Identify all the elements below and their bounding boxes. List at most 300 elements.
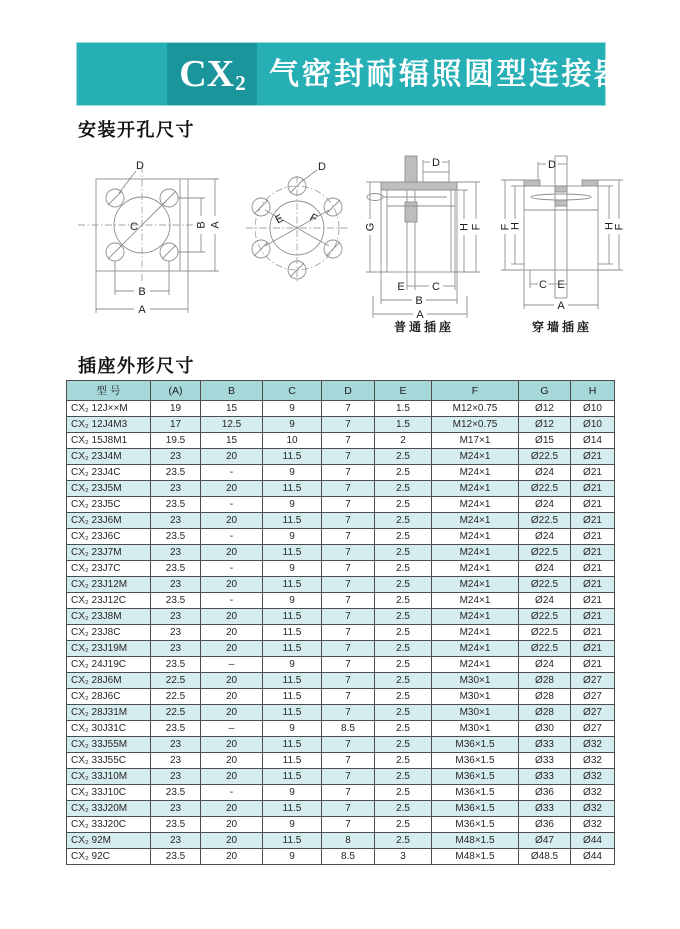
value-cell: 7 — [322, 817, 375, 833]
dim-label: D — [548, 159, 556, 171]
table-row — [67, 705, 615, 721]
table-row — [67, 801, 615, 817]
value-cell: 2.5 — [375, 625, 432, 641]
value-cell: 7 — [322, 641, 375, 657]
table-body — [67, 401, 615, 865]
caption-wall-socket: 穿墙插座 — [531, 320, 592, 334]
value-cell: 20 — [201, 609, 263, 625]
value-cell: M24×1 — [432, 577, 519, 593]
dim-label: F — [613, 223, 626, 231]
model-cell: CX₂ 23J5C — [67, 497, 151, 513]
value-cell: M30×1 — [432, 705, 519, 721]
value-cell: 11.5 — [263, 625, 322, 641]
value-cell: 9 — [263, 817, 322, 833]
value-cell: Ø10 — [571, 417, 615, 433]
value-cell: 11.5 — [263, 769, 322, 785]
value-cell: 2.5 — [375, 529, 432, 545]
dim-label: D — [318, 161, 326, 173]
wall-socket-drawing — [498, 150, 626, 328]
round-flange-drawing — [232, 160, 362, 300]
value-cell: 10 — [263, 433, 322, 449]
value-cell: 20 — [201, 577, 263, 593]
table-row — [67, 417, 615, 433]
value-cell: 23.5 — [151, 593, 201, 609]
value-cell: Ø21 — [571, 529, 615, 545]
value-cell: 19 — [151, 401, 201, 417]
table-row — [67, 817, 615, 833]
dim-label: H — [458, 223, 471, 231]
table-row — [67, 641, 615, 657]
dim-label: C — [432, 281, 440, 293]
value-cell: M24×1 — [432, 657, 519, 673]
dim-label: E — [273, 212, 286, 227]
column-header: E — [375, 381, 432, 401]
table-row — [67, 529, 615, 545]
value-cell: M30×1 — [432, 689, 519, 705]
table-row — [67, 593, 615, 609]
value-cell: Ø27 — [571, 689, 615, 705]
column-header: F — [432, 381, 519, 401]
value-cell: 7 — [322, 689, 375, 705]
value-cell: 11.5 — [263, 481, 322, 497]
table-row — [67, 497, 615, 513]
value-cell: 23.5 — [151, 817, 201, 833]
value-cell: 17 — [151, 417, 201, 433]
value-cell: M36×1.5 — [432, 801, 519, 817]
model-cell: CX₂ 23J7C — [67, 561, 151, 577]
value-cell: 20 — [201, 769, 263, 785]
value-cell: 23 — [151, 449, 201, 465]
value-cell: 2.5 — [375, 641, 432, 657]
value-cell: 2 — [375, 433, 432, 449]
value-cell: 23.5 — [151, 721, 201, 737]
value-cell: Ø27 — [571, 705, 615, 721]
value-cell: 8.5 — [322, 849, 375, 865]
dim-label: H — [509, 222, 522, 230]
value-cell: Ø47 — [519, 833, 571, 849]
value-cell: M36×1.5 — [432, 817, 519, 833]
table-row — [67, 769, 615, 785]
value-cell: Ø21 — [571, 577, 615, 593]
value-cell: 23.5 — [151, 561, 201, 577]
value-cell: Ø28 — [519, 689, 571, 705]
value-cell: 2.5 — [375, 673, 432, 689]
value-cell: Ø21 — [571, 561, 615, 577]
value-cell: M24×1 — [432, 609, 519, 625]
value-cell: Ø24 — [519, 529, 571, 545]
value-cell: 23 — [151, 641, 201, 657]
value-cell: Ø21 — [571, 545, 615, 561]
value-cell: 7 — [322, 465, 375, 481]
value-cell: 23.5 — [151, 497, 201, 513]
section-title-outline-dimensions: 插座外形尺寸 — [78, 356, 195, 376]
value-cell: 23 — [151, 737, 201, 753]
value-cell: 2.5 — [375, 577, 432, 593]
banner — [76, 42, 627, 106]
dim-label: B — [138, 286, 146, 298]
value-cell: Ø33 — [519, 753, 571, 769]
value-cell: M48×1.5 — [432, 849, 519, 865]
value-cell: 19.5 — [151, 433, 201, 449]
model-cell: CX₂ 33J20C — [67, 817, 151, 833]
value-cell: 20 — [201, 689, 263, 705]
value-cell: 2.5 — [375, 833, 432, 849]
model-cell: CX₂ 23J8C — [67, 625, 151, 641]
value-cell: Ø28 — [519, 705, 571, 721]
value-cell: 2.5 — [375, 593, 432, 609]
value-cell: M24×1 — [432, 497, 519, 513]
value-cell: M24×1 — [432, 465, 519, 481]
value-cell: 7 — [322, 705, 375, 721]
value-cell: Ø22.5 — [519, 609, 571, 625]
value-cell: 9 — [263, 657, 322, 673]
value-cell: M24×1 — [432, 593, 519, 609]
value-cell: 20 — [201, 833, 263, 849]
value-cell: Ø12 — [519, 401, 571, 417]
value-cell: 7 — [322, 769, 375, 785]
model-cell: CX₂ 23J12C — [67, 593, 151, 609]
value-cell: 11.5 — [263, 689, 322, 705]
value-cell: Ø24 — [519, 561, 571, 577]
value-cell: 23.5 — [151, 529, 201, 545]
value-cell: Ø33 — [519, 769, 571, 785]
model-cell: CX₂ 23J8M — [67, 609, 151, 625]
section-title-mounting-dimensions: 安装开孔尺寸 — [78, 120, 195, 140]
value-cell: 2.5 — [375, 513, 432, 529]
value-cell: 2.5 — [375, 561, 432, 577]
value-cell: M30×1 — [432, 721, 519, 737]
value-cell: Ø24 — [519, 465, 571, 481]
value-cell: M12×0.75 — [432, 417, 519, 433]
value-cell: 20 — [201, 673, 263, 689]
brand-logo — [167, 43, 257, 105]
value-cell: 11.5 — [263, 609, 322, 625]
table-row — [67, 753, 615, 769]
value-cell: 23.5 — [151, 657, 201, 673]
value-cell: Ø21 — [571, 593, 615, 609]
value-cell: 23.5 — [151, 849, 201, 865]
value-cell: 9 — [263, 529, 322, 545]
value-cell: Ø22.5 — [519, 481, 571, 497]
model-cell: CX₂ 28J6C — [67, 689, 151, 705]
value-cell: M24×1 — [432, 481, 519, 497]
value-cell: 11.5 — [263, 737, 322, 753]
value-cell: 7 — [322, 529, 375, 545]
table-row — [67, 785, 615, 801]
value-cell: Ø22.5 — [519, 449, 571, 465]
dim-label: D — [432, 157, 440, 169]
model-cell: CX₂ 28J6M — [67, 673, 151, 689]
table-row — [67, 433, 615, 449]
table-row — [67, 609, 615, 625]
value-cell: 11.5 — [263, 545, 322, 561]
table-header-row — [67, 381, 615, 401]
value-cell: M48×1.5 — [432, 833, 519, 849]
column-header: (A) — [151, 381, 201, 401]
value-cell: 8 — [322, 833, 375, 849]
value-cell: Ø28 — [519, 673, 571, 689]
value-cell: 1.5 — [375, 417, 432, 433]
value-cell: 23.5 — [151, 785, 201, 801]
table-row — [67, 449, 615, 465]
model-cell: CX₂ 33J55C — [67, 753, 151, 769]
banner-title: 气密封耐辐照圆型连接器 — [269, 58, 627, 91]
value-cell: M24×1 — [432, 625, 519, 641]
value-cell: Ø21 — [571, 625, 615, 641]
value-cell: M36×1.5 — [432, 737, 519, 753]
value-cell: 20 — [201, 641, 263, 657]
value-cell: 9 — [263, 721, 322, 737]
value-cell: 7 — [322, 593, 375, 609]
value-cell: 23 — [151, 481, 201, 497]
value-cell: 12.5 — [201, 417, 263, 433]
value-cell: 11.5 — [263, 513, 322, 529]
value-cell: 11.5 — [263, 833, 322, 849]
value-cell: 7 — [322, 785, 375, 801]
caption-normal-socket: 普通插座 — [393, 320, 454, 334]
value-cell: 2.5 — [375, 657, 432, 673]
table-row — [67, 689, 615, 705]
value-cell: Ø24 — [519, 657, 571, 673]
table-row — [67, 849, 615, 865]
model-cell: CX₂ 33J55M — [67, 737, 151, 753]
table-row — [67, 721, 615, 737]
value-cell: Ø32 — [571, 737, 615, 753]
model-cell: CX₂ 23J19M — [67, 641, 151, 657]
value-cell: 23 — [151, 625, 201, 641]
model-cell: CX₂ 12J4M3 — [67, 417, 151, 433]
value-cell: 2.5 — [375, 721, 432, 737]
value-cell: 22.5 — [151, 673, 201, 689]
value-cell: Ø30 — [519, 721, 571, 737]
value-cell: Ø36 — [519, 785, 571, 801]
value-cell: 9 — [263, 849, 322, 865]
value-cell: 15 — [201, 401, 263, 417]
value-cell: 7 — [322, 401, 375, 417]
value-cell: 7 — [322, 657, 375, 673]
value-cell: 9 — [263, 785, 322, 801]
value-cell: 22.5 — [151, 705, 201, 721]
value-cell: 11.5 — [263, 753, 322, 769]
model-cell: CX₂ 30J31C — [67, 721, 151, 737]
value-cell: Ø32 — [571, 801, 615, 817]
dim-label: C — [539, 279, 547, 291]
value-cell: 11.5 — [263, 801, 322, 817]
value-cell: 2.5 — [375, 769, 432, 785]
value-cell: 2.5 — [375, 817, 432, 833]
value-cell: 7 — [322, 449, 375, 465]
value-cell: 2.5 — [375, 785, 432, 801]
value-cell: Ø22.5 — [519, 641, 571, 657]
dim-label: F — [307, 211, 320, 226]
value-cell: 20 — [201, 753, 263, 769]
value-cell: 7 — [322, 673, 375, 689]
value-cell: M17×1 — [432, 433, 519, 449]
value-cell: 7 — [322, 737, 375, 753]
model-cell: CX₂ 33J20M — [67, 801, 151, 817]
value-cell: 2.5 — [375, 609, 432, 625]
value-cell: Ø21 — [571, 449, 615, 465]
value-cell: Ø32 — [571, 753, 615, 769]
value-cell: Ø21 — [571, 481, 615, 497]
value-cell: Ø22.5 — [519, 577, 571, 593]
value-cell: Ø22.5 — [519, 625, 571, 641]
dim-label: A — [138, 304, 146, 316]
value-cell: M24×1 — [432, 449, 519, 465]
value-cell: M24×1 — [432, 545, 519, 561]
value-cell: 23 — [151, 513, 201, 529]
value-cell: - — [201, 561, 263, 577]
value-cell: 2.5 — [375, 689, 432, 705]
value-cell: M24×1 — [432, 641, 519, 657]
model-cell: CX₂ 12J××M — [67, 401, 151, 417]
value-cell: Ø24 — [519, 497, 571, 513]
value-cell: Ø48.5 — [519, 849, 571, 865]
column-header: 型 号 — [67, 381, 151, 401]
value-cell: 7 — [322, 753, 375, 769]
value-cell: Ø33 — [519, 737, 571, 753]
value-cell: M36×1.5 — [432, 753, 519, 769]
value-cell: Ø32 — [571, 785, 615, 801]
value-cell: Ø12 — [519, 417, 571, 433]
model-cell: CX₂ 33J10C — [67, 785, 151, 801]
value-cell: 20 — [201, 449, 263, 465]
value-cell: 2.5 — [375, 449, 432, 465]
value-cell: - — [201, 593, 263, 609]
value-cell: 7 — [322, 801, 375, 817]
value-cell: 20 — [201, 545, 263, 561]
value-cell: 2.5 — [375, 497, 432, 513]
value-cell: 2.5 — [375, 737, 432, 753]
value-cell: 3 — [375, 849, 432, 865]
value-cell: M30×1 — [432, 673, 519, 689]
model-cell: CX₂ 23J5M — [67, 481, 151, 497]
value-cell: 23 — [151, 577, 201, 593]
value-cell: 23 — [151, 801, 201, 817]
dim-label: H — [603, 222, 616, 230]
table-row — [67, 481, 615, 497]
value-cell: 7 — [322, 561, 375, 577]
dim-label: F — [499, 223, 512, 231]
table-row — [67, 673, 615, 689]
value-cell: M36×1.5 — [432, 769, 519, 785]
column-header: D — [322, 381, 375, 401]
brand-logo-text: CX — [179, 53, 235, 95]
value-cell: 2.5 — [375, 545, 432, 561]
model-cell: CX₂ 23J12M — [67, 577, 151, 593]
value-cell: 11.5 — [263, 577, 322, 593]
value-cell: 9 — [263, 401, 322, 417]
value-cell: 20 — [201, 801, 263, 817]
value-cell: – — [201, 657, 263, 673]
value-cell: M12×0.75 — [432, 401, 519, 417]
model-cell: CX₂ 23J6C — [67, 529, 151, 545]
value-cell: Ø21 — [571, 465, 615, 481]
value-cell: 7 — [322, 417, 375, 433]
dim-label: F — [470, 223, 483, 231]
value-cell: M24×1 — [432, 561, 519, 577]
value-cell: 8.5 — [322, 721, 375, 737]
dimension-table — [66, 380, 615, 865]
column-header: H — [571, 381, 615, 401]
value-cell: Ø10 — [571, 401, 615, 417]
value-cell: 11.5 — [263, 705, 322, 721]
model-cell: CX₂ 28J31M — [67, 705, 151, 721]
value-cell: 20 — [201, 849, 263, 865]
value-cell: Ø14 — [571, 433, 615, 449]
table-row — [67, 513, 615, 529]
value-cell: Ø21 — [571, 609, 615, 625]
column-header: C — [263, 381, 322, 401]
value-cell: 11.5 — [263, 449, 322, 465]
value-cell: 9 — [263, 593, 322, 609]
table-row — [67, 561, 615, 577]
value-cell: 23 — [151, 753, 201, 769]
value-cell: - — [201, 529, 263, 545]
value-cell: Ø27 — [571, 673, 615, 689]
value-cell: M24×1 — [432, 529, 519, 545]
column-header: G — [519, 381, 571, 401]
value-cell: 9 — [263, 417, 322, 433]
value-cell: - — [201, 785, 263, 801]
model-cell: CX₂ 92M — [67, 833, 151, 849]
table-row — [67, 401, 615, 417]
dim-label: A — [209, 221, 222, 229]
value-cell: Ø21 — [571, 497, 615, 513]
table-row — [67, 833, 615, 849]
model-cell: CX₂ 23J4M — [67, 449, 151, 465]
value-cell: 11.5 — [263, 641, 322, 657]
dim-label: A — [416, 309, 424, 321]
dim-label: G — [364, 222, 377, 232]
value-cell: Ø22.5 — [519, 513, 571, 529]
value-cell: 7 — [322, 609, 375, 625]
column-header: B — [201, 381, 263, 401]
table-row — [67, 737, 615, 753]
value-cell: 23.5 — [151, 465, 201, 481]
value-cell: M36×1.5 — [432, 785, 519, 801]
value-cell: – — [201, 721, 263, 737]
value-cell: M24×1 — [432, 513, 519, 529]
dim-label: E — [397, 281, 405, 293]
model-cell: CX₂ 92C — [67, 849, 151, 865]
value-cell: 2.5 — [375, 753, 432, 769]
value-cell: Ø21 — [571, 657, 615, 673]
value-cell: 9 — [263, 497, 322, 513]
model-cell: CX₂ 15J8M1 — [67, 433, 151, 449]
value-cell: 23 — [151, 769, 201, 785]
value-cell: Ø24 — [519, 593, 571, 609]
value-cell: Ø32 — [571, 817, 615, 833]
value-cell: 22.5 — [151, 689, 201, 705]
value-cell: - — [201, 497, 263, 513]
value-cell: 7 — [322, 497, 375, 513]
value-cell: Ø27 — [571, 721, 615, 737]
table-row — [67, 545, 615, 561]
value-cell: 2.5 — [375, 801, 432, 817]
value-cell: 7 — [322, 433, 375, 449]
model-cell: CX₂ 24J19C — [67, 657, 151, 673]
model-cell: CX₂ 23J4C — [67, 465, 151, 481]
table-row — [67, 625, 615, 641]
dim-label: E — [557, 279, 565, 291]
value-cell: 23 — [151, 609, 201, 625]
value-cell: 23 — [151, 545, 201, 561]
value-cell: 9 — [263, 561, 322, 577]
value-cell: 20 — [201, 737, 263, 753]
value-cell: 20 — [201, 513, 263, 529]
model-cell: CX₂ 23J6M — [67, 513, 151, 529]
